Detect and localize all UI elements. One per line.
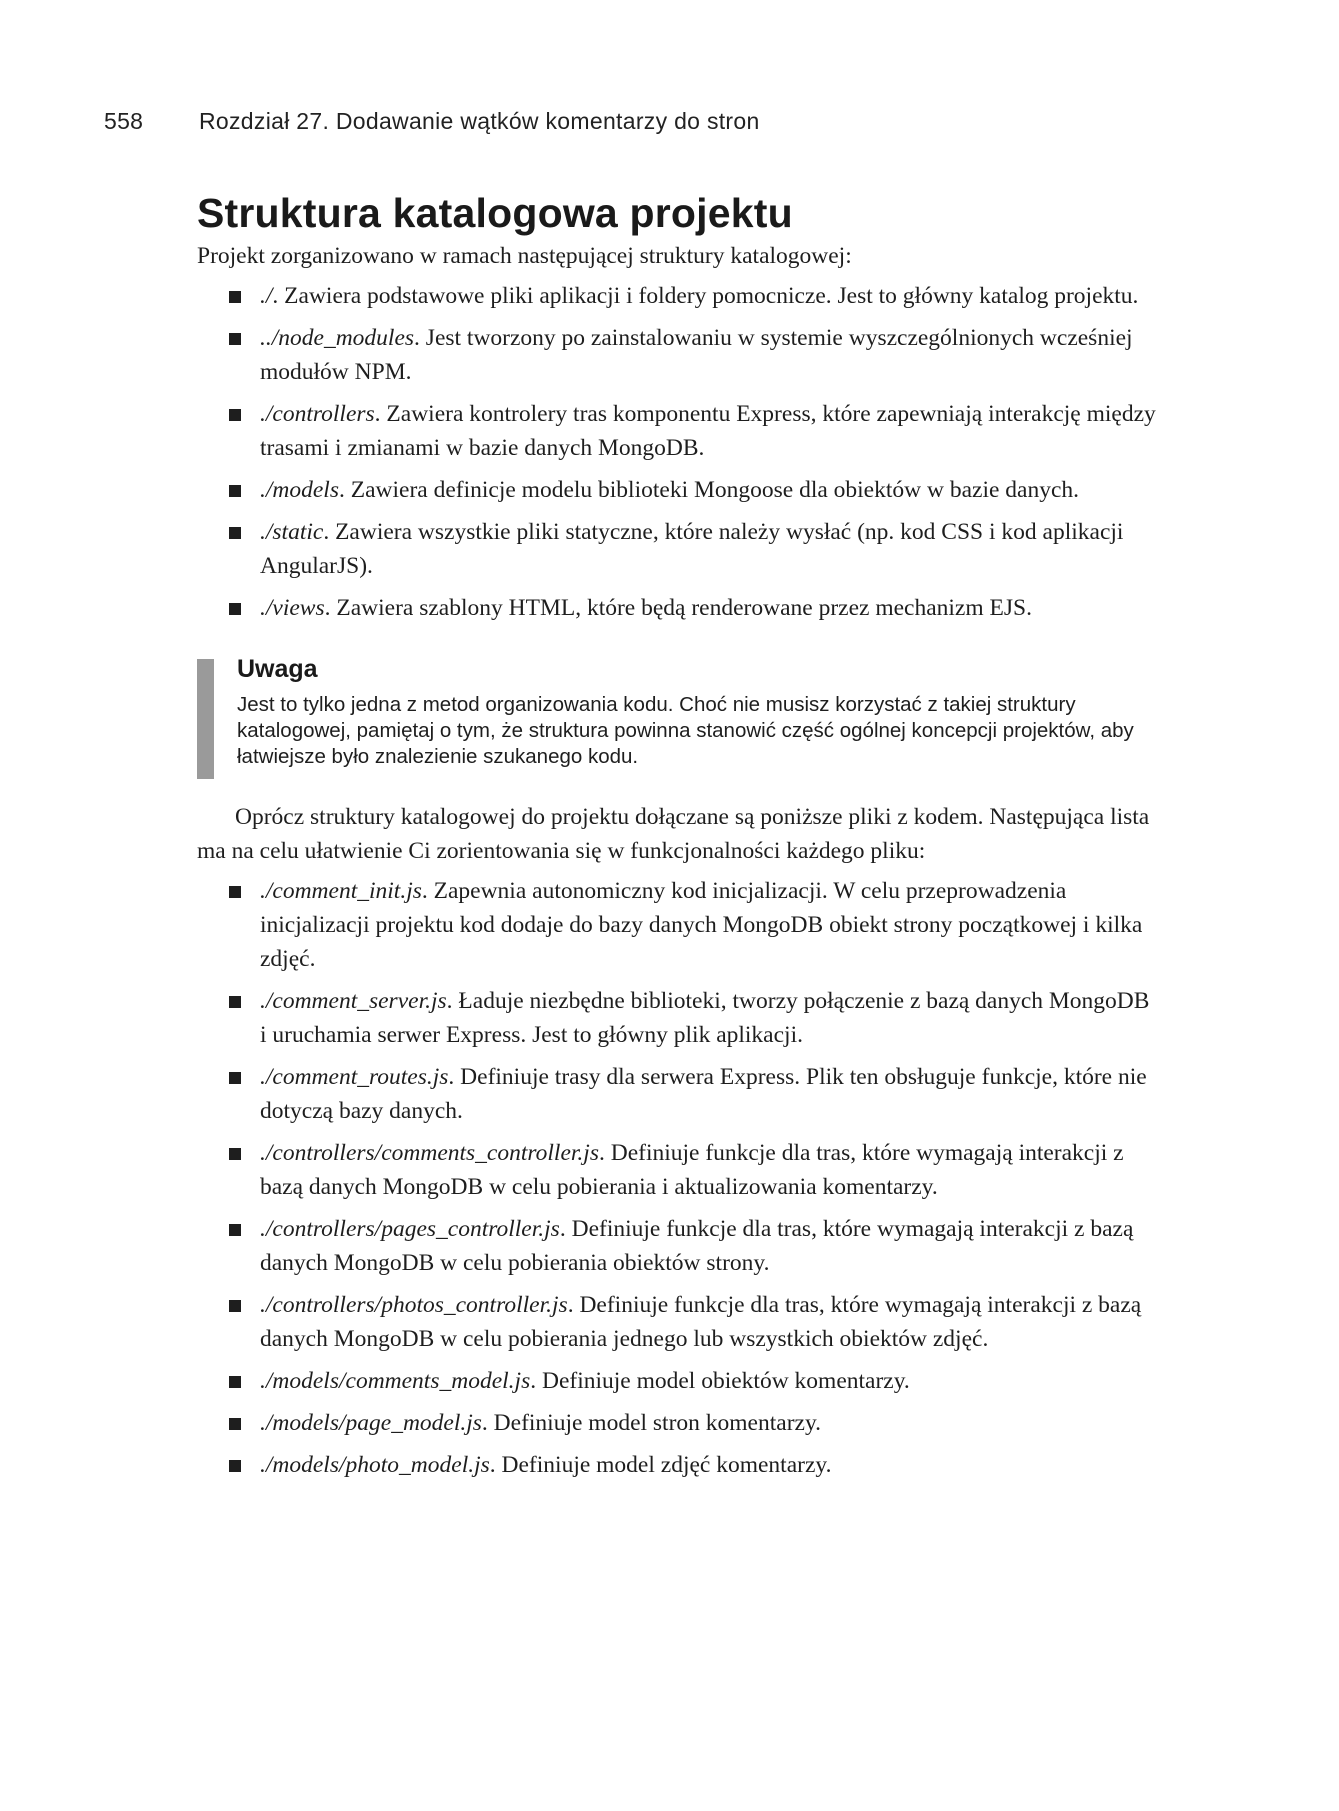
list-item (197, 397, 1157, 465)
square-bullet-icon (229, 291, 241, 303)
chapter-title: Rozdział 27. Dodawanie wątków komentarzy do stron (199, 108, 760, 134)
square-bullet-icon (229, 1300, 241, 1312)
file-description: . Definiuje funkcje dla tras, które wymagają interakcji z bazą danych MongoDB w celu pobierania jednego lub wszystkich obiektów zdjęć. (260, 1292, 1142, 1352)
square-bullet-icon (229, 1376, 241, 1388)
square-bullet-icon (229, 1148, 241, 1160)
square-bullet-icon (229, 603, 241, 615)
list-item (197, 279, 1157, 313)
file-path: ./controllers/comments_controller.js (260, 1140, 599, 1166)
section-heading: Struktura katalogowa projektu (197, 190, 793, 236)
square-bullet-icon (229, 1460, 241, 1472)
file-description: . Definiuje funkcje dla tras, które wymagają interakcji z bazą danych MongoDB w celu pobierania obiektów strony. (260, 1216, 1134, 1276)
directory-description: . Jest tworzony po zainstalowaniu w systemie wyszczególnionych wcześniej modułów NPM. (260, 325, 1133, 385)
files-list (197, 874, 1157, 1482)
list-item (197, 591, 1157, 625)
directory-list (197, 279, 1157, 625)
file-path: ./controllers/pages_controller.js (260, 1216, 560, 1242)
file-description: . Zapewnia autonomiczny kod inicjalizacji. W celu przeprowadzenia inicjalizacji projektu kod dodaje do bazy danych MongoDB obiekt strony początkowej i kilka zdjęć. (260, 878, 1143, 972)
page-number: 558 (104, 108, 144, 134)
square-bullet-icon (229, 1072, 241, 1084)
directory-description: . Zawiera szablony HTML, które będą renderowane przez mechanizm EJS. (324, 595, 1032, 621)
list-item (197, 1288, 1157, 1356)
list-item (197, 1136, 1157, 1204)
running-head (104, 108, 760, 135)
file-description: . Definiuje model obiektów komentarzy. (530, 1368, 910, 1394)
directory-path: ./views (260, 595, 325, 621)
note-box (197, 655, 1157, 770)
square-bullet-icon (229, 1224, 241, 1236)
square-bullet-icon (229, 527, 241, 539)
note-title: Uwaga (237, 655, 318, 683)
list-item (197, 321, 1157, 389)
file-description: . Ładuje niezbędne biblioteki, tworzy połączenie z bazą danych MongoDB i uruchamia serwer Express. Jest to główny plik aplikacji. (260, 988, 1150, 1048)
directory-path: ./ (260, 283, 273, 309)
square-bullet-icon (229, 886, 241, 898)
file-path: ./models/comments_model.js (260, 1368, 531, 1394)
square-bullet-icon (229, 333, 241, 345)
list-item (197, 1212, 1157, 1280)
square-bullet-icon (229, 485, 241, 497)
file-path: ./comment_routes.js (260, 1064, 449, 1090)
page-content (197, 190, 1157, 1490)
file-path: ./controllers/photos_controller.js (260, 1292, 568, 1318)
file-path: ./models/page_model.js (260, 1410, 482, 1436)
directory-path: ./models (260, 477, 339, 503)
directory-path: ./static (260, 519, 324, 545)
list-item (197, 515, 1157, 583)
file-description: . Definiuje funkcje dla tras, które wymagają interakcji z bazą danych MongoDB w celu pobierania i aktualizowania komentarzy. (260, 1140, 1124, 1200)
directory-description: . Zawiera podstawowe pliki aplikacji i foldery pomocnicze. Jest to główny katalog projektu. (272, 283, 1139, 309)
directory-description: . Zawiera definicje modelu biblioteki Mongoose dla obiektów w bazie danych. (338, 477, 1080, 503)
files-intro: Oprócz struktury katalogowej do projektu dołączane są poniższe pliki z kodem. Następująca lista ma na celu ułatwienie Ci zorientowania się w funkcjonalności każdego pliku: (197, 804, 1150, 864)
list-item (197, 1364, 1157, 1398)
list-item (197, 874, 1157, 976)
list-item (197, 1406, 1157, 1440)
directory-intro: Projekt zorganizowano w ramach następującej struktury katalogowej: (197, 243, 852, 269)
list-item (197, 1060, 1157, 1128)
list-item (197, 473, 1157, 507)
directory-description: . Zawiera kontrolery tras komponentu Express, które zapewniają interakcję między trasami i zmianami w bazie danych MongoDB. (260, 401, 1156, 461)
list-item (197, 984, 1157, 1052)
square-bullet-icon (229, 1418, 241, 1430)
directory-path: ../node_modules (260, 325, 415, 351)
file-path: ./models/photo_model.js (260, 1452, 490, 1478)
file-description: . Definiuje model stron komentarzy. (481, 1410, 822, 1436)
list-item (197, 1448, 1157, 1482)
note-sidebar (197, 659, 214, 779)
directory-path: ./controllers (260, 401, 375, 427)
square-bullet-icon (229, 996, 241, 1008)
file-description: . Definiuje model zdjęć komentarzy. (489, 1452, 832, 1478)
note-text: Jest to tylko jedna z metod organizowania kodu. Choć nie musisz korzystać z takiej struktury katalogowej, pamiętaj o tym, że struktura powinna stanowić część ogólnej koncepcji projektów, aby łatwiejsze było znalezienie szukanego kodu. (237, 693, 1134, 768)
file-description: . Definiuje trasy dla serwera Express. Plik ten obsługuje funkcje, które nie dotyczą bazy danych. (260, 1064, 1147, 1124)
file-path: ./comment_init.js (260, 878, 422, 904)
directory-description: . Zawiera wszystkie pliki statyczne, które należy wysłać (np. kod CSS i kod aplikacji AngularJS). (260, 519, 1124, 579)
file-path: ./comment_server.js (260, 988, 447, 1014)
square-bullet-icon (229, 409, 241, 421)
